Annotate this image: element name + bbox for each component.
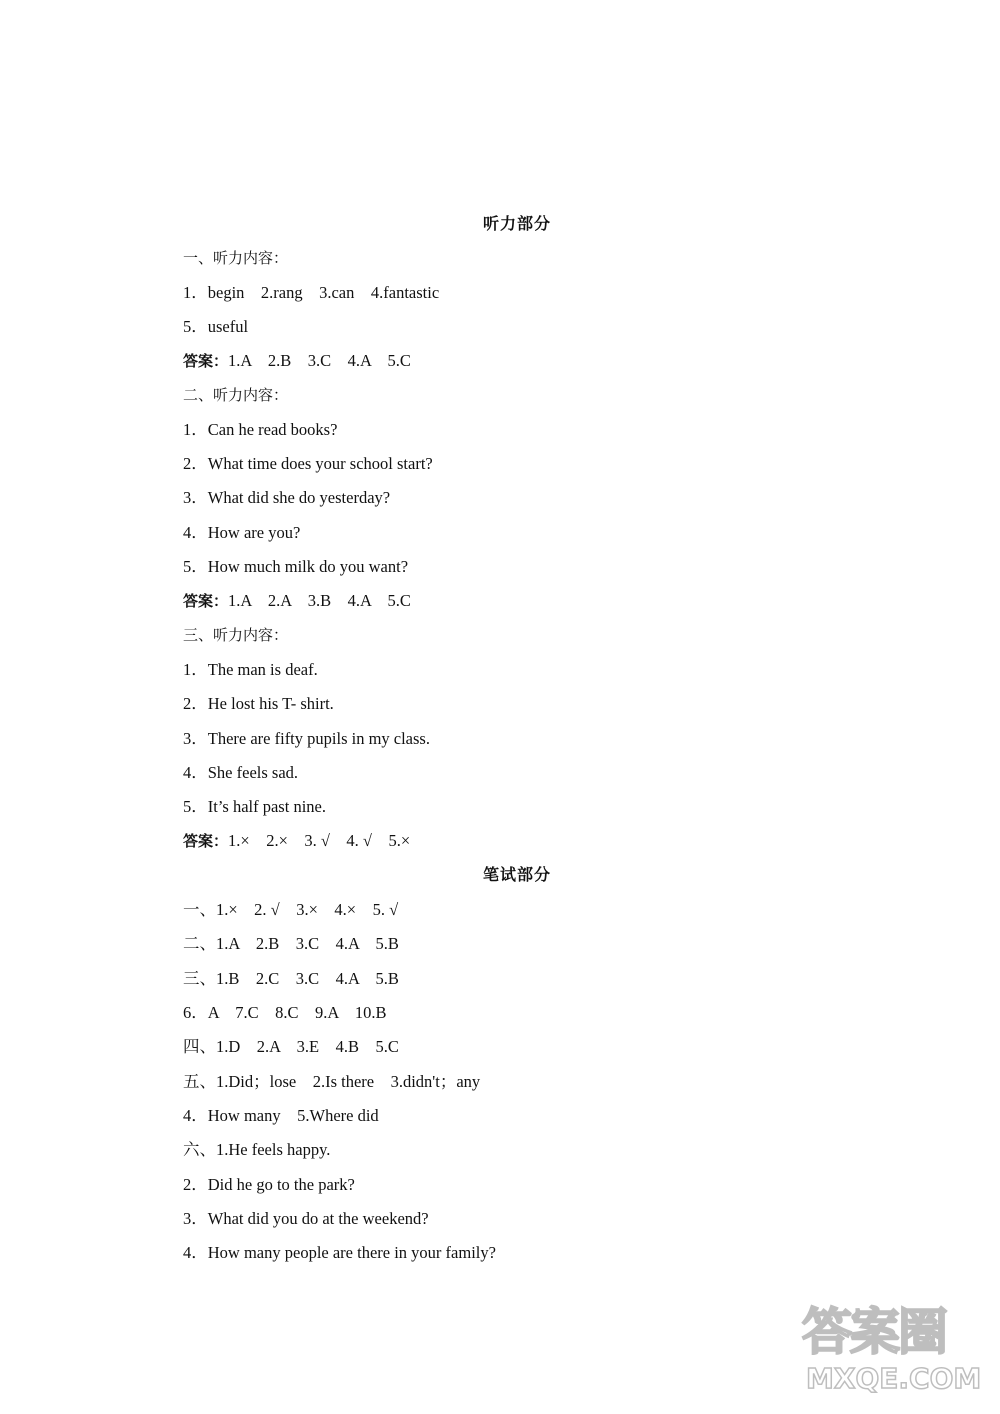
- listening-part1-line-2: 5．useful: [183, 317, 249, 336]
- answer-values: 1.A 2.A 3.B 4.A 5.C: [228, 591, 411, 610]
- written-line-10: 3．What did you do at the weekend?: [183, 1209, 429, 1228]
- written-line-2: 二、1.A 2.B 3.C 4.A 5.B: [183, 934, 399, 953]
- listening-part2-line-1: 1．Can he read books?: [183, 420, 338, 439]
- written-line-8: 六、1.He feels happy.: [183, 1140, 331, 1159]
- listening-part3-line-5: 5．It’s half past nine.: [183, 797, 326, 816]
- answer-label: 答案：: [183, 352, 229, 370]
- written-line-5: 四、1.D 2.A 3.E 4.B 5.C: [183, 1037, 399, 1056]
- written-line-7: 4．How many 5.Where did: [183, 1106, 379, 1125]
- written-line-6: 五、1.Did；lose 2.Is there 3.didn't；any: [183, 1072, 481, 1091]
- listening-part2-line-2: 2．What time does your school start?: [183, 454, 433, 473]
- written-line-1: 一、1.× 2. √ 3.× 4.× 5. √: [183, 900, 399, 919]
- answer-values: 1.× 2.× 3. √ 4. √ 5.×: [228, 831, 411, 850]
- listening-part3-line-1: 1．The man is deaf.: [183, 660, 318, 679]
- written-line-3: 三、1.B 2.C 3.C 4.A 5.B: [183, 969, 399, 988]
- listening-part2-answer: [183, 588, 411, 614]
- answer-values: 1.A 2.B 3.C 4.A 5.C: [228, 351, 411, 370]
- written-line-11: 4．How many people are there in your family?: [183, 1243, 496, 1262]
- listening-section-title: 听力部分: [482, 214, 551, 233]
- listening-part3-line-2: 2．He lost his T- shirt.: [183, 694, 334, 713]
- watermark-logo-text: 答案圈: [802, 1303, 946, 1361]
- listening-part1-header: 一、听力内容：: [183, 249, 289, 267]
- answer-label: 答案：: [183, 592, 229, 610]
- listening-part2-line-4: 4．How are you?: [183, 523, 301, 542]
- listening-part3-header: 三、听力内容：: [183, 626, 289, 644]
- answer-label: 答案：: [183, 832, 229, 850]
- listening-part3-line-3: 3．There are fifty pupils in my class.: [183, 729, 430, 748]
- listening-part2-line-3: 3．What did she do yesterday?: [183, 488, 391, 507]
- listening-part2-header: 二、听力内容：: [183, 386, 289, 404]
- site-watermark: [802, 1304, 986, 1400]
- listening-part3-line-4: 4．She feels sad.: [183, 763, 299, 782]
- listening-part1-answer: [183, 348, 411, 374]
- written-section-title: 笔试部分: [482, 865, 551, 884]
- written-line-9: 2．Did he go to the park?: [183, 1175, 355, 1194]
- listening-part1-line-1: 1．begin 2.rang 3.can 4.fantastic: [183, 283, 440, 302]
- listening-part2-line-5: 5．How much milk do you want?: [183, 557, 409, 576]
- watermark-domain-text: MXQE.COM: [806, 1362, 982, 1395]
- written-line-4: 6．A 7.C 8.C 9.A 10.B: [183, 1003, 387, 1022]
- listening-part3-answer: [183, 828, 410, 854]
